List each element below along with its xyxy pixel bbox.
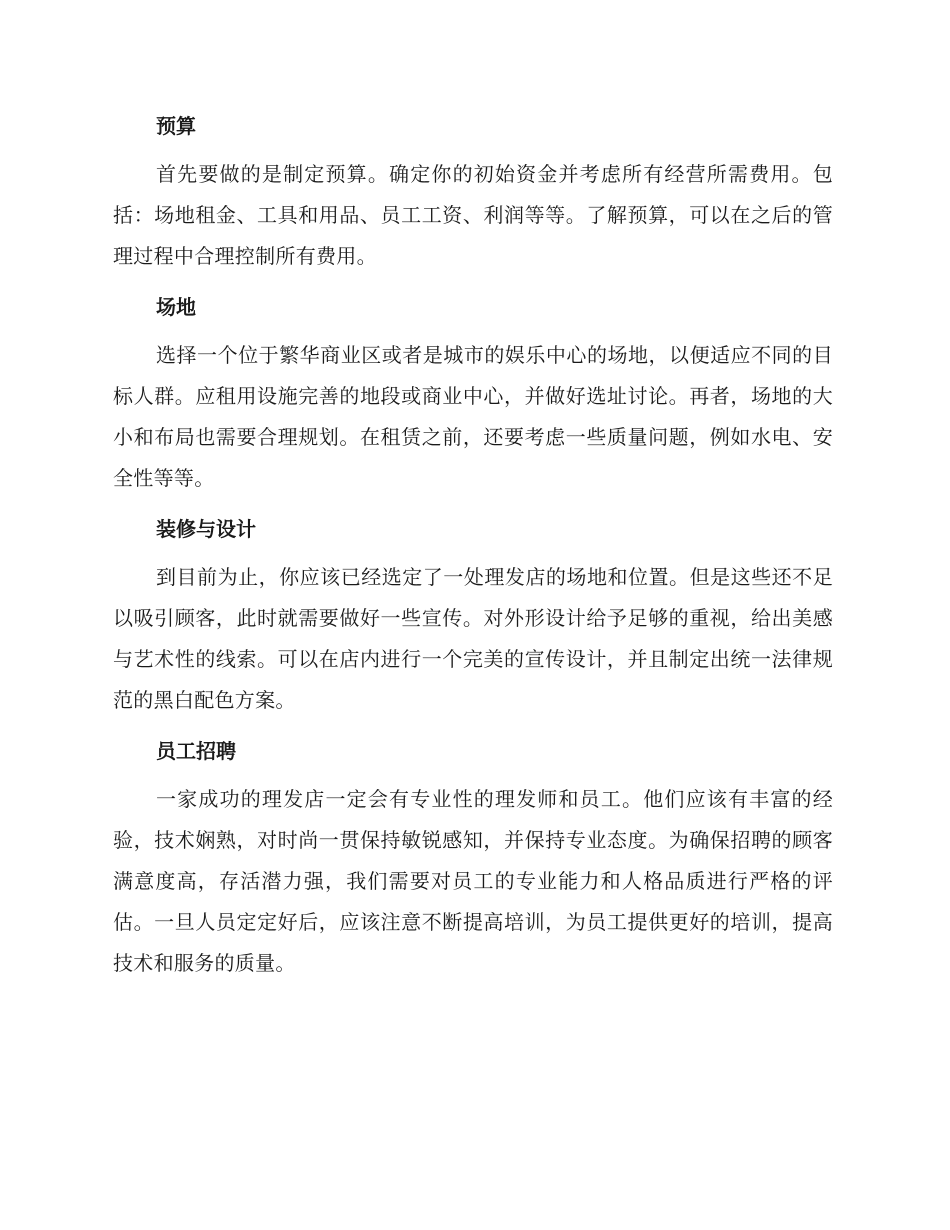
section-decoration-design <box>113 513 833 721</box>
document-page <box>113 110 833 998</box>
section-paragraph: 首先要做的是制定预算。确定你的初始资金并考虑所有经营所需费用。包括：场地租金、工具和用品、员工工资、利润等等。了解预算，可以在之后的管理过程中合理控制所有费用。 <box>113 162 833 268</box>
section-paragraph: 选择一个位于繁华商业区或者是城市的娱乐中心的场地，以便适应不同的目标人群。应租用设施完善的地段或商业中心，并做好选址讨论。再者，场地的大小和布局也需要合理规划。在租赁之前，还要考虑一些质量问题，例如水电、安全性等等。 <box>113 343 833 490</box>
section-heading: 员工招聘 <box>156 739 236 763</box>
section-paragraph: 一家成功的理发店一定会有专业性的理发师和员工。他们应该有丰富的经验，技术娴熟，对时尚一贯保持敏锐感知，并保持专业态度。为确保招聘的顾客满意度高，存活潜力强，我们需要对员工的专业能力和人格品质进行严格的评估。一旦人员定定好后，应该注意不断提高培训，为员工提供更好的培训，提高技术和服务的质量。 <box>113 787 833 975</box>
section-staff-recruitment <box>113 735 833 984</box>
section-venue <box>113 291 833 499</box>
section-paragraph: 到目前为止，你应该已经选定了一处理发店的场地和位置。但是这些还不足以吸引顾客，此时就需要做好一些宣传。对外形设计给予足够的重视，给出美感与艺术性的线索。可以在店内进行一个完美的宣传设计，并且制定出统一法律规范的黑白配色方案。 <box>113 565 833 712</box>
section-heading: 装修与设计 <box>156 517 256 541</box>
section-budget <box>113 110 833 277</box>
section-heading: 场地 <box>156 295 196 319</box>
section-heading: 预算 <box>156 114 196 138</box>
